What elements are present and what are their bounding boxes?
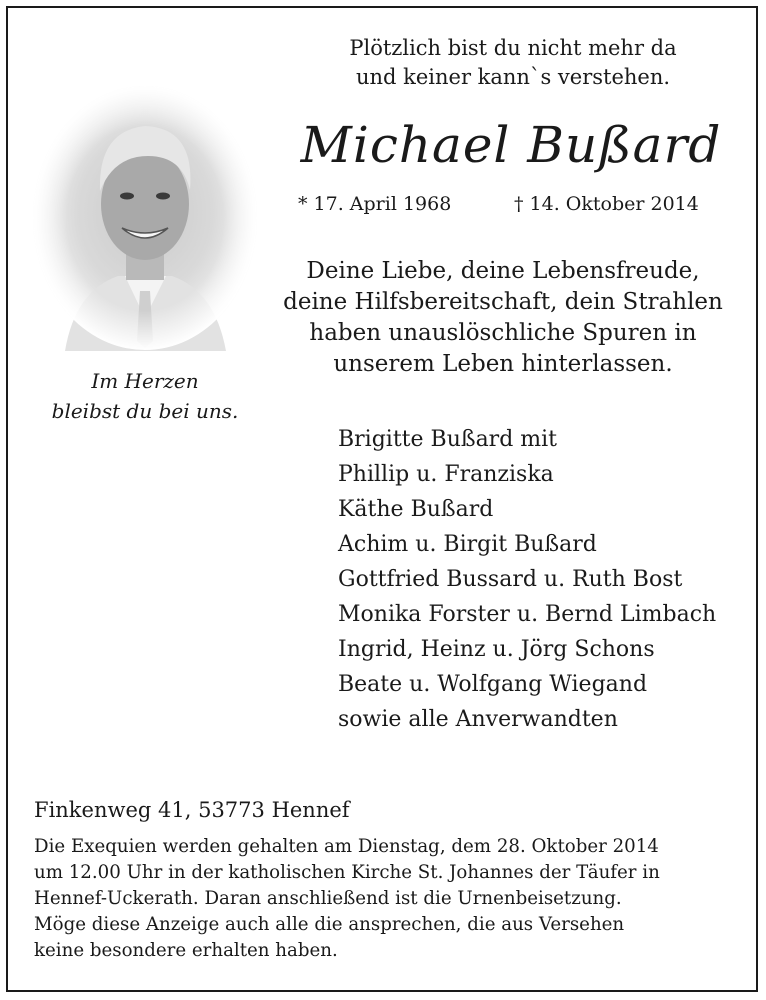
mourner: Gottfried Bussard u. Ruth Bost — [338, 567, 683, 592]
death-date: † 14. Oktober 2014 — [514, 193, 699, 215]
mourner: Achim u. Birgit Bußard — [338, 532, 597, 557]
mourner: sowie alle Anverwandten — [338, 707, 618, 732]
obituary-notice — [6, 6, 758, 992]
mourner: Monika Forster u. Bernd Limbach — [338, 602, 717, 627]
mourners-list — [338, 422, 758, 737]
verse-line: und keiner kann`s verstehen. — [355, 65, 671, 89]
mourner: Käthe Bußard — [338, 497, 494, 522]
mourner: Brigitte Bußard mit — [338, 427, 558, 452]
tribute-line: Deine Liebe, deine Lebensfreude, — [306, 258, 700, 284]
mourner: Beate u. Wolfgang Wiegand — [338, 672, 648, 697]
remembrance-line: bleibst du bei uns. — [51, 399, 239, 423]
notice-line: Die Exequien werden gehalten am Dienstag, dem 28. Oktober 2014 — [34, 836, 659, 857]
tribute-line: haben unauslöschliche Spuren in — [309, 320, 697, 346]
verse — [298, 34, 728, 92]
tribute-text — [278, 256, 728, 380]
notice-line: Hennef-Uckerath. Daran anschließend ist die Urnenbeisetzung. — [34, 888, 622, 909]
portrait-photo — [30, 86, 260, 356]
tribute-line: unserem Leben hinterlassen. — [333, 351, 673, 377]
birth-date: * 17. April 1968 — [298, 193, 452, 215]
notice-line: um 12.00 Uhr in der katholischen Kirche St. Johannes der Täufer in — [34, 862, 660, 883]
verse-line: Plötzlich bist du nicht mehr da — [349, 36, 677, 60]
tribute-line: deine Hilfsbereitschaft, dein Strahlen — [283, 289, 723, 315]
address: Finkenweg 41, 53773 Hennef — [34, 798, 350, 822]
service-notice — [34, 834, 754, 964]
mourner: Ingrid, Heinz u. Jörg Schons — [338, 637, 655, 662]
deceased-name: Michael Bußard — [300, 116, 722, 174]
mourner: Phillip u. Franziska — [338, 462, 554, 487]
remembrance-text — [30, 366, 260, 426]
notice-line: Möge diese Anzeige auch alle die ansprechen, die aus Versehen — [34, 914, 625, 935]
remembrance-line: Im Herzen — [91, 369, 199, 393]
notice-line: keine besondere erhalten haben. — [34, 940, 338, 961]
